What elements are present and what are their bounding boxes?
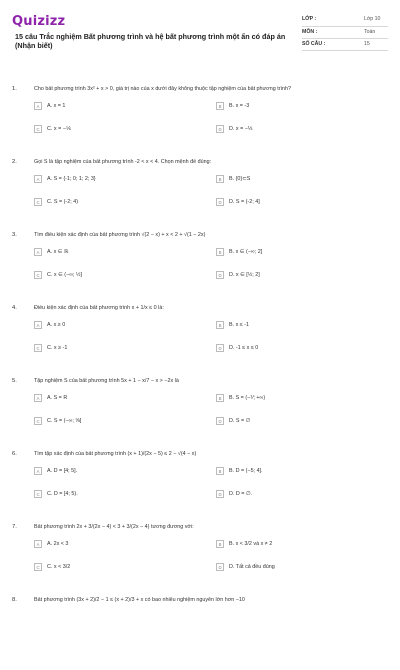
option-letter-box: A [34,102,42,110]
option-a[interactable] [34,538,194,550]
option-text: D. -1 ≤ x ≤ 0 [229,345,259,351]
meta-key: MÔN : [302,29,318,35]
option-letter-box: D [216,198,224,206]
option-b[interactable] [216,392,376,404]
option-c[interactable] [34,196,194,208]
question-number: 1. [12,86,17,92]
option-letter-box: C [34,198,42,206]
option-letter-box: C [34,271,42,279]
question-stem: Điều kiện xác định của bất phương trình x + 1/x ≤ 0 là: [34,305,164,311]
option-d[interactable] [216,342,376,354]
meta-key: SỐ CÂU : [302,41,326,47]
option-d[interactable] [216,488,376,500]
option-text: A. x = 1 [47,103,66,109]
meta-panel [302,14,388,51]
option-text: A. S = {-1; 0; 1; 2; 3} [47,176,96,182]
option-b[interactable] [216,100,376,112]
option-b[interactable] [216,246,376,258]
question-number: 4. [12,305,17,311]
option-text: B. D = (−5; 4]. [229,468,263,474]
option-text: B. S = (−⅟; +∞) [229,395,266,401]
question-number: 6. [12,451,17,457]
option-letter-box: A [34,248,42,256]
option-d[interactable] [216,196,376,208]
option-text: C. S = (−∞; ⅝] [47,418,82,424]
meta-key: LỚP : [302,16,317,22]
question-number: 7. [12,524,17,530]
option-text: D. x ∈ [½; 2] [229,272,260,278]
option-a[interactable] [34,319,194,331]
option-text: A. 2x < 3 [47,541,69,547]
option-letter-box: B [216,394,224,402]
option-letter-box: D [216,417,224,425]
option-letter-box: B [216,467,224,475]
question [12,524,388,597]
option-b[interactable] [216,538,376,550]
option-text: B. x = -3 [229,103,250,109]
option-letter-box: C [34,417,42,425]
option-text: B. x < 3/2 và x ≠ 2 [229,541,273,547]
option-d[interactable] [216,415,376,427]
question [12,159,388,232]
option-letter-box: D [216,344,224,352]
option-a[interactable] [34,100,194,112]
option-letter-box: A [34,467,42,475]
option-b[interactable] [216,465,376,477]
question [12,451,388,524]
option-letter-box: A [34,394,42,402]
meta-value: Toán [364,29,376,35]
option-text: A. x ≥ 0 [47,322,66,328]
option-text: D. S = ∅ [229,418,251,424]
question-number: 3. [12,232,17,238]
option-letter-box: C [34,344,42,352]
page-title: 15 câu Trắc nghiệm Bất phương trình và hệ bất phương trình một ẩn có đáp án (Nhận biết) [15,32,286,50]
question-stem: Tìm tập xác định của bất phương trình (x + 1)/(2x − 5) ≤ 2 − √(4 − x) [34,451,197,457]
question [12,597,388,670]
question-stem: Bất phương trình 2x + 3/(2x − 4) < 3 + 3/(2x − 4) tương đương với: [34,524,194,530]
option-letter-box: C [34,563,42,571]
option-text: A. D = [4; 5]. [47,468,78,474]
option-c[interactable] [34,342,194,354]
option-text: A. x ∈ ℝ [47,249,69,255]
option-d[interactable] [216,123,376,135]
option-letter-box: D [216,563,224,571]
meta-row-subject [302,27,388,39]
option-text: C. x < 3/2 [47,564,71,570]
option-text: D. x = −⅓ [229,126,253,132]
option-text: D. D = ∅. [229,491,253,497]
option-text: D. S = (-2; 4] [229,199,260,205]
option-a[interactable] [34,392,194,404]
option-text: C. x ≥ -1 [47,345,68,351]
question-stem: Tập nghiệm S của bất phương trình 5x + 1 − x/7 − x > −2x là [34,378,179,384]
option-letter-box: D [216,490,224,498]
question-stem: Cho bất phương trình 3x² + x > 0, giá trị nào của x dưới đây không thuộc tập nghiệm của bất phương trình? [34,86,291,92]
meta-value: Lớp 10 [364,16,381,22]
option-letter-box: B [216,321,224,329]
option-text: B. x ∈ (−∞; 2] [229,249,263,255]
question [12,305,388,378]
option-letter-box: A [34,175,42,183]
meta-value: 15 [364,41,370,47]
option-letter-box: C [34,125,42,133]
option-c[interactable] [34,269,194,281]
question-stem: Bất phương trình (3x + 2)/2 − 1 ≤ (x + 2)/3 + x có bao nhiêu nghiệm nguyên lớn hơn −10 [34,597,245,603]
question-number: 8. [12,597,17,603]
option-c[interactable] [34,561,194,573]
option-text: C. x = −⅙ [47,126,72,132]
question-number: 2. [12,159,17,165]
question-stem: Gọi S là tập nghiệm của bất phương trình -2 < x < 4. Chọn mệnh đề đúng: [34,159,212,165]
question [12,378,388,451]
page-header [12,14,388,72]
option-d[interactable] [216,561,376,573]
option-letter-box: D [216,125,224,133]
question-stem: Tìm điều kiện xác định của bất phương trình √(2 − x) + x < 2 + √(1 − 2x) [34,232,206,238]
option-c[interactable] [34,123,194,135]
option-letter-box: B [216,175,224,183]
option-c[interactable] [34,415,194,427]
question-list [12,86,388,670]
option-a[interactable] [34,465,194,477]
option-letter-box: B [216,248,224,256]
option-b[interactable] [216,319,376,331]
option-letter-box: B [216,540,224,548]
option-c[interactable] [34,488,194,500]
option-letter-box: A [34,321,42,329]
option-letter-box: A [34,540,42,548]
option-text: C. D = [4; 5). [47,491,78,497]
option-d[interactable] [216,269,376,281]
option-text: B. {0}⊂S [229,176,251,182]
option-a[interactable] [34,246,194,258]
meta-row-grade [302,14,388,27]
option-b[interactable] [216,173,376,185]
question-number: 5. [12,378,17,384]
option-text: B. x ≤ -1 [229,322,250,328]
option-a[interactable] [34,173,194,185]
option-text: C. x ∈ (−∞; ½] [47,272,83,278]
quizizz-logo: Quizizz [12,14,66,29]
meta-row-question-count [302,39,388,51]
option-letter-box: B [216,102,224,110]
question [12,86,388,159]
option-text: A. S = R [47,395,68,401]
option-letter-box: D [216,271,224,279]
option-letter-box: C [34,490,42,498]
question [12,232,388,305]
option-text: C. S = (-2; 4) [47,199,79,205]
option-text: D. Tất cả đều đúng [229,564,275,570]
